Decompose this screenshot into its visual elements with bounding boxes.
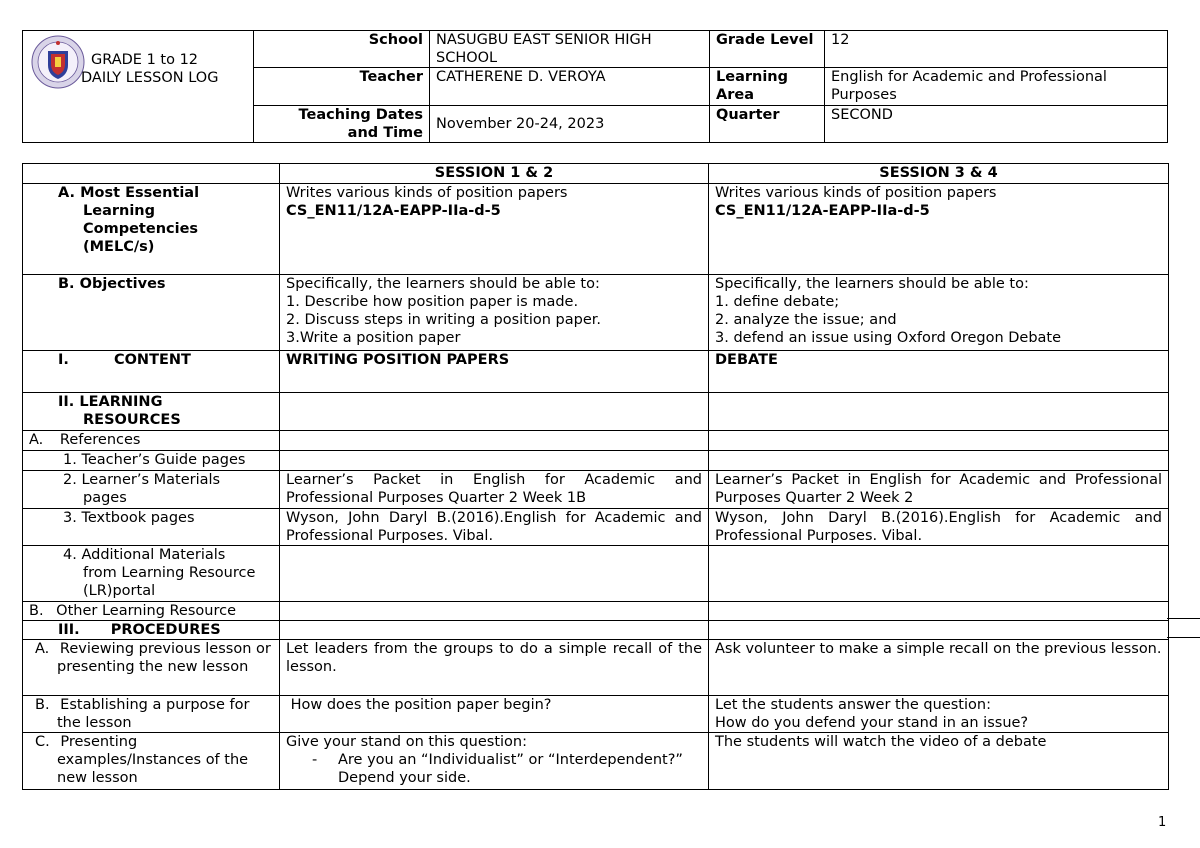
learning-area-label-line2: Area: [716, 87, 754, 103]
content-session-2: DEBATE: [709, 351, 1169, 393]
presenting-text: Presenting examples/Instances of the new lesson: [57, 734, 249, 786]
objectives-s1-intro: Specifically, the learners should be able to:: [286, 276, 600, 292]
melc-session-1: [280, 184, 709, 275]
learning-resources-label: [23, 393, 280, 431]
objectives-s2-item1: 1. define debate;: [715, 294, 840, 310]
procedures-text: PROCEDURES: [110, 622, 221, 638]
teachers-guide-text: Teacher’s Guide pages: [81, 452, 246, 468]
reviewing-text: Reviewing previous lesson or presenting the new lesson: [57, 641, 271, 675]
purpose-s2-line1: Let the students answer the question:: [715, 697, 991, 713]
page-number: 1: [1158, 815, 1167, 830]
objectives-text: Objectives: [79, 276, 166, 292]
additional-materials-num: 4.: [63, 547, 77, 563]
other-resources-s2: [709, 602, 1169, 621]
purpose-s2: [709, 696, 1169, 733]
purpose-label: [23, 696, 280, 733]
procedures-numeral: III.: [58, 622, 80, 638]
other-resources-text: Other Learning Resource: [56, 603, 237, 619]
stray-cell-border: [1167, 618, 1200, 638]
presenting-s1-line2: Are you an “Individualist” or “Interdependent?” Depend your side.: [338, 752, 683, 786]
purpose-letter: B.: [35, 697, 50, 713]
purpose-s1: How does the position paper begin?: [280, 696, 709, 733]
grade-level-label: Grade Level: [710, 31, 825, 68]
quarter-value: SECOND: [825, 106, 1168, 143]
content-text: CONTENT: [113, 352, 191, 368]
quarter-label: Quarter: [710, 106, 825, 143]
melc-label-line1: Most Essential: [80, 185, 200, 201]
learning-area-value: [825, 68, 1168, 106]
objectives-letter: B.: [58, 276, 75, 292]
melc-session-2: [709, 184, 1169, 275]
teachers-guide-s1: [280, 451, 709, 471]
objectives-s1-item2: 2. Discuss steps in writing a position paper.: [286, 312, 601, 328]
purpose-text: Establishing a purpose for the lesson: [57, 697, 250, 731]
header-logo-cell: [23, 31, 254, 143]
daily-lesson-log-title: DAILY LESSON LOG: [81, 70, 219, 86]
learning-resources-line1: LEARNING: [79, 394, 163, 410]
header-table: [22, 30, 1168, 143]
melc-label: [23, 184, 280, 275]
teachers-guide-num: 1.: [63, 452, 77, 468]
session-2-header: SESSION 3 & 4: [709, 164, 1169, 184]
purpose-s2-line2: How do you defend your stand in an issue?: [715, 715, 1029, 731]
learners-materials-label: [23, 471, 280, 509]
teaching-dates-value: November 20-24, 2023: [430, 106, 710, 143]
teachers-guide-label: [23, 451, 280, 471]
learning-area-value-line1: English for Academic and Professional: [831, 69, 1107, 85]
learning-area-value-line2: Purposes: [831, 87, 897, 103]
learning-area-label-line1: Learning: [716, 69, 789, 85]
presenting-s1-line1: Give your stand on this question:: [286, 734, 527, 750]
presenting-letter: C.: [35, 734, 50, 750]
additional-materials-s1: [280, 546, 709, 602]
textbook-label: [23, 509, 280, 546]
content-label: [23, 351, 280, 393]
lesson-log-table: [22, 163, 1169, 790]
grade-level-value: 12: [825, 31, 1168, 68]
melc-label-line2: Learning: [83, 203, 156, 219]
content-session-1: WRITING POSITION PAPERS: [280, 351, 709, 393]
additional-materials-label: [23, 546, 280, 602]
school-label: School: [254, 31, 430, 68]
textbook-s2: Wyson, John Daryl B.(2016).English for Academic and Professional Purposes. Vibal.: [709, 509, 1169, 546]
learning-resources-s1: [280, 393, 709, 431]
teachers-guide-s2: [709, 451, 1169, 471]
presenting-s1-dash: -: [312, 752, 318, 768]
additional-materials-line3: (LR)portal: [83, 583, 156, 599]
textbook-s1: Wyson, John Daryl B.(2016).English for Academic and Professional Purposes. Vibal.: [280, 509, 709, 546]
learners-materials-line2: pages: [83, 490, 127, 506]
objectives-session-2: [709, 275, 1169, 351]
objectives-label: [23, 275, 280, 351]
melc-label-line4: (MELC/s): [83, 239, 155, 255]
presenting-label: [23, 733, 280, 790]
teaching-dates-label: [254, 106, 430, 143]
melc-s1-code: CS_EN11/12A-EAPP-IIa-d-5: [286, 203, 501, 219]
textbook-num: 3.: [63, 510, 77, 526]
objectives-s2-item3: 3. defend an issue using Oxford Oregon Debate: [715, 330, 1062, 346]
session-1-header: SESSION 1 & 2: [280, 164, 709, 184]
references-label: [23, 431, 280, 451]
melc-letter: A.: [58, 185, 75, 201]
content-numeral: I.: [58, 352, 69, 368]
learning-resources-numeral: II.: [58, 394, 75, 410]
learning-resources-line2: RESOURCES: [83, 412, 181, 428]
objectives-s2-item2: 2. analyze the issue; and: [715, 312, 897, 328]
textbook-text: Textbook pages: [81, 510, 195, 526]
melc-s1-text: Writes various kinds of position papers: [286, 185, 568, 201]
additional-materials-line2: from Learning Resource: [83, 565, 256, 581]
teaching-dates-label-line1: Teaching Dates: [298, 107, 423, 123]
learners-materials-num: 2.: [63, 472, 77, 488]
reviewing-label: [23, 640, 280, 696]
learners-materials-s1: Learner’s Packet in English for Academic and Professional Purposes Quarter 2 Week 1B: [280, 471, 709, 509]
procedures-label: [23, 621, 280, 640]
procedures-s2: [709, 621, 1169, 640]
teacher-value: CATHERENE D. VEROYA: [430, 68, 710, 106]
teaching-dates-label-line2: and Time: [347, 125, 423, 141]
learning-area-label: [710, 68, 825, 106]
school-value: [430, 31, 710, 68]
reviewing-letter: A.: [35, 641, 50, 657]
school-value-line1: NASUGBU EAST SENIOR HIGH: [436, 32, 652, 48]
presenting-s2: The students will watch the video of a debate: [709, 733, 1169, 790]
procedures-s1: [280, 621, 709, 640]
learners-materials-line1: Learner’s Materials: [81, 472, 221, 488]
objectives-session-1: [280, 275, 709, 351]
school-value-line2: SCHOOL: [436, 50, 498, 66]
other-resources-s1: [280, 602, 709, 621]
objectives-s1-item1: 1. Describe how position paper is made.: [286, 294, 579, 310]
melc-s2-code: CS_EN11/12A-EAPP-IIa-d-5: [715, 203, 930, 219]
melc-s2-text: Writes various kinds of position papers: [715, 185, 997, 201]
other-resources-letter: B.: [29, 603, 44, 619]
melc-label-line3: Competencies: [83, 221, 199, 237]
references-text: References: [59, 432, 141, 448]
reviewing-s1: Let leaders from the groups to do a simple recall of the lesson.: [280, 640, 709, 696]
header-title: [81, 51, 219, 87]
references-s2: [709, 431, 1169, 451]
additional-materials-line1: Additional Materials: [81, 547, 226, 563]
objectives-s2-intro: Specifically, the learners should be able to:: [715, 276, 1029, 292]
learning-resources-s2: [709, 393, 1169, 431]
teacher-label: Teacher: [254, 68, 430, 106]
presenting-s1: [280, 733, 709, 790]
reviewing-s2: Ask volunteer to make a simple recall on the previous lesson.: [709, 640, 1169, 696]
additional-materials-s2: [709, 546, 1169, 602]
other-resources-label: [23, 602, 280, 621]
references-s1: [280, 431, 709, 451]
references-letter: A.: [29, 432, 44, 448]
deped-seal-icon: [31, 35, 85, 89]
grade-range-title: GRADE 1 to 12: [91, 52, 199, 68]
blank-header-cell: [23, 164, 280, 184]
learners-materials-s2: Learner’s Packet in English for Academic and Professional Purposes Quarter 2 Week 2: [709, 471, 1169, 509]
objectives-s1-item3: 3.Write a position paper: [286, 330, 461, 346]
